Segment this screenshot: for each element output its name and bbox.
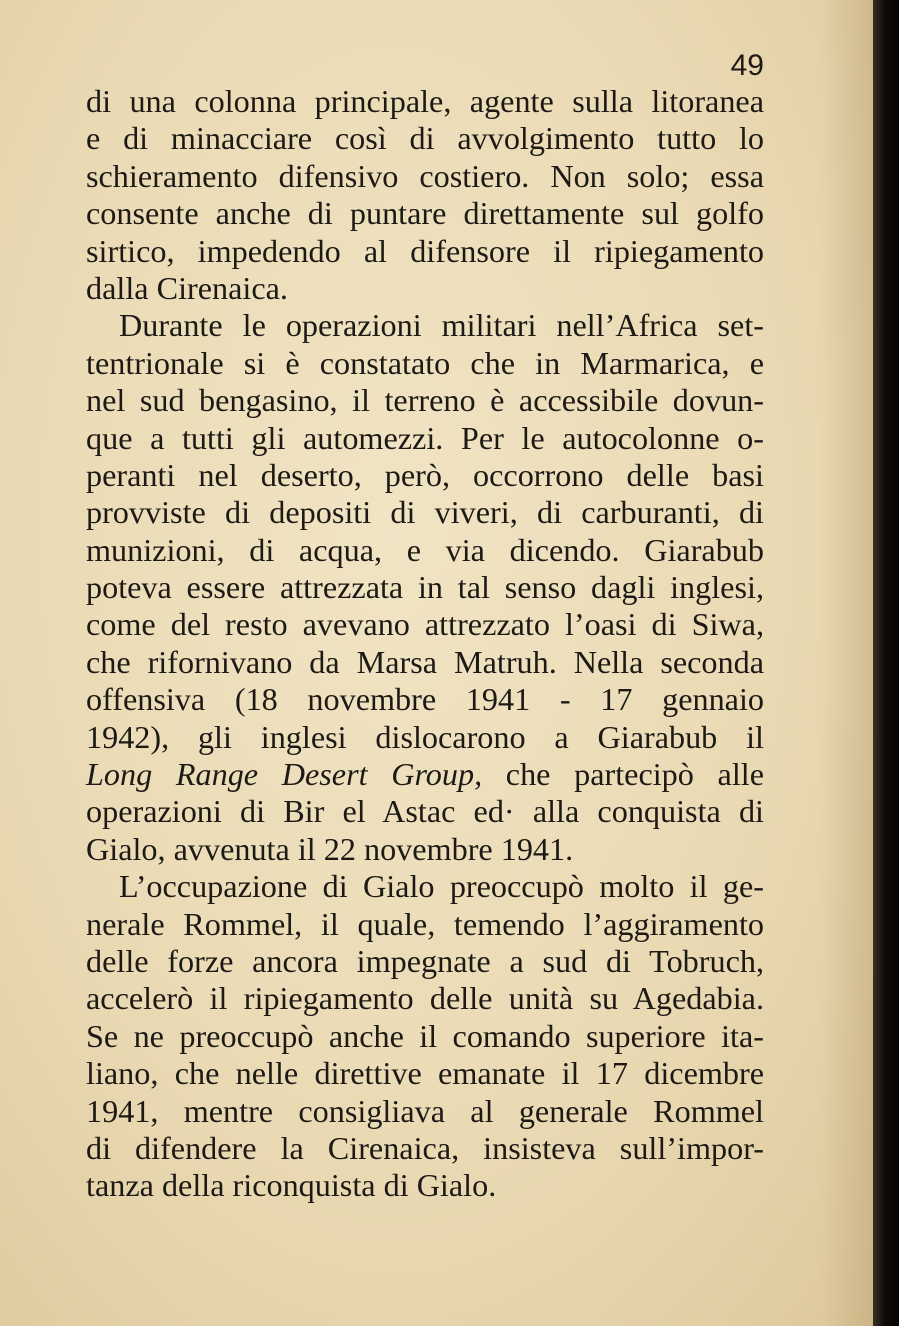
text-line: come del resto avevano attrezzato l’oasi di Siwa, (86, 606, 764, 643)
text-line: liano, che nelle direttive emanate il 17 dicembre (86, 1055, 764, 1092)
text-line: di difendere la Cirenaica, insisteva sull’impor- (86, 1129, 764, 1166)
text-line: 1941, mentre consigliava al generale Rommel (86, 1092, 764, 1129)
text-line: Se ne preoccupò anche il comando superiore ita- (86, 1017, 764, 1054)
text-line: offensiva (18 novembre 1941 - 17 gennaio (86, 681, 764, 718)
text-line: di una colonna principale, agente sulla litoranea (86, 83, 764, 119)
paragraph-last-line: tanza della riconquista di Gialo. (86, 1167, 497, 1204)
text-line: schieramento difensivo costiero. Non solo; essa (86, 157, 764, 194)
paragraph-last-line: dalla Cirenaica. (86, 269, 288, 306)
text-line: sirtico, impedendo al difensore il ripiegamento (86, 232, 764, 269)
text-line: peranti nel deserto, però, occorrono delle basi (86, 456, 764, 493)
text-line: poteva essere attrezzata in tal senso dagli inglesi, (86, 569, 764, 606)
text-line: tentrionale si è constatato che in Marmarica, e (86, 344, 764, 381)
body-text (86, 83, 764, 1205)
italic-unit-name: Long Range Desert Group, (86, 756, 483, 793)
book-spine-shadow (873, 0, 899, 1326)
text-line: nerale Rommel, il quale, temendo l’aggiramento (86, 905, 764, 942)
text-line: delle forze ancora impegnate a sud di Tobruch, (86, 942, 764, 979)
text-line: operazioni di Bir el Astac ed· alla conquista di (86, 793, 764, 830)
text-line: Long Range Desert Group, che partecipò alle (86, 756, 764, 793)
text-line: che rifornivano da Marsa Matruh. Nella seconda (86, 643, 764, 680)
text-line: provviste di depositi di viveri, di carburanti, di (86, 494, 764, 531)
text-line: e di minacciare così di avvolgimento tutto lo (86, 120, 764, 157)
page-number: 49 (730, 49, 764, 82)
paragraph-first-line: Durante le operazioni militari nell’Africa set- (119, 307, 764, 344)
text-line: munizioni, di acqua, e via dicendo. Giarabub (86, 531, 764, 568)
text-line: consente anche di puntare direttamente sul golfo (86, 195, 764, 232)
paragraph-last-line: Gialo, avvenuta il 22 novembre 1941. (86, 830, 574, 867)
paragraph-first-line: L’occupazione di Gialo preoccupò molto il ge- (119, 868, 764, 905)
page-edge-shading (820, 0, 873, 1326)
text-line: accelerò il ripiegamento delle unità su Agedabia. (86, 980, 764, 1017)
text-line: nel sud bengasino, il terreno è accessibile dovun- (86, 382, 764, 419)
text-line: que a tutti gli automezzi. Per le autocolonne o- (86, 419, 764, 456)
text-line: 1942), gli inglesi dislocarono a Giarabub il (86, 718, 764, 755)
